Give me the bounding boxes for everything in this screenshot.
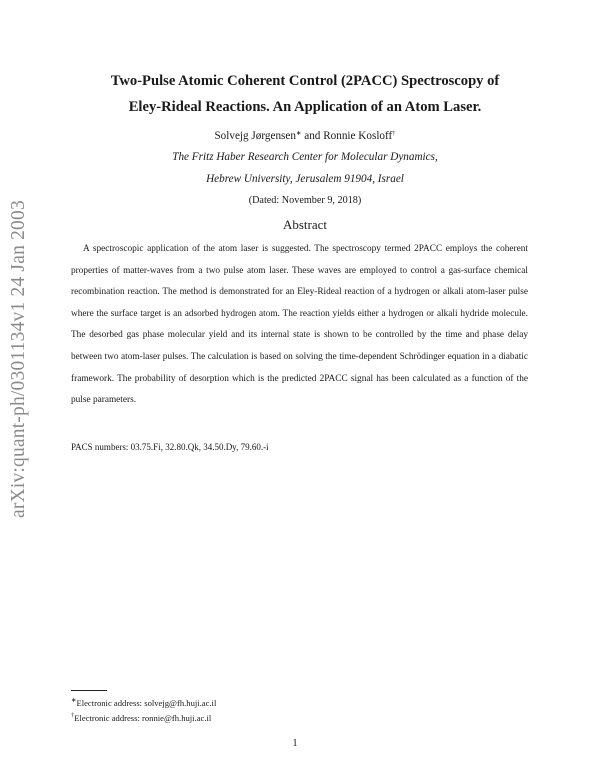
affiliation-line: The Fritz Haber Research Center for Molecular Dynamics, (172, 151, 438, 163)
author-name: Solvejg Jørgensen (214, 130, 296, 142)
abstract-heading: Abstract (282, 217, 328, 232)
author-footnote-mark: † (392, 130, 396, 137)
footnote-text: Electronic address: ronnie@fh.huji.ac.il (74, 713, 212, 723)
author-list (60, 129, 550, 142)
page-number: 1 (292, 738, 298, 749)
abstract-body: A spectroscopic application of the atom laser is suggested. The spectroscopy termed 2PACC employs the coherent properties of matter-waves from a two pulse atom laser. These waves are employed to control a gas-surface chemical recombination reaction. The method is demonstrated for an Eley-Rideal reaction of a hydrogen or alkali atom-laser pulse where the surface target is an adsorbed hydrogen atom. The reaction yields either a hydrogen or alkali hydride molecule. The desorbed gas phase molecular yield and its internal state is shown to be controlled by the time and phase delay between two atom-laser pulses. The calculation is based on solving the time-dependent Schrödinger equation in a diabatic framework. The probability of desorption which is the predicted 2PACC signal has been calculated as a function of the pulse parameters. (71, 244, 528, 406)
arxiv-margin-stamp: arXiv:quant-ph/0301134v1 24 Jan 2003 (8, 200, 29, 518)
footnote-text: Electronic address: solvejg@fh.huji.ac.il (76, 698, 217, 708)
footnote-mark: ∗ (71, 697, 77, 704)
footnote-mark: † (71, 712, 75, 719)
affiliation-line: Hebrew University, Jerusalem 91904, Israel (206, 173, 404, 185)
pacs-numbers: PACS numbers: 03.75.Fi, 32.80.Qk, 34.50.Dy, 79.60.-i (71, 442, 269, 452)
title-line-2: Eley-Rideal Reactions. An Application of an Atom Laser. (128, 99, 482, 115)
footnote (71, 712, 211, 723)
title-line-1: Two-Pulse Atomic Coherent Control (2PACC) Spectroscopy of (110, 73, 500, 89)
author-name: Ronnie Kosloff (323, 130, 393, 142)
date-line: (Dated: November 9, 2018) (248, 195, 362, 206)
footnote-rule (71, 690, 107, 691)
author-separator: and (301, 130, 324, 142)
footnote (71, 696, 216, 708)
author-footnote-mark: ∗ (295, 130, 302, 137)
paper-title (60, 68, 550, 120)
